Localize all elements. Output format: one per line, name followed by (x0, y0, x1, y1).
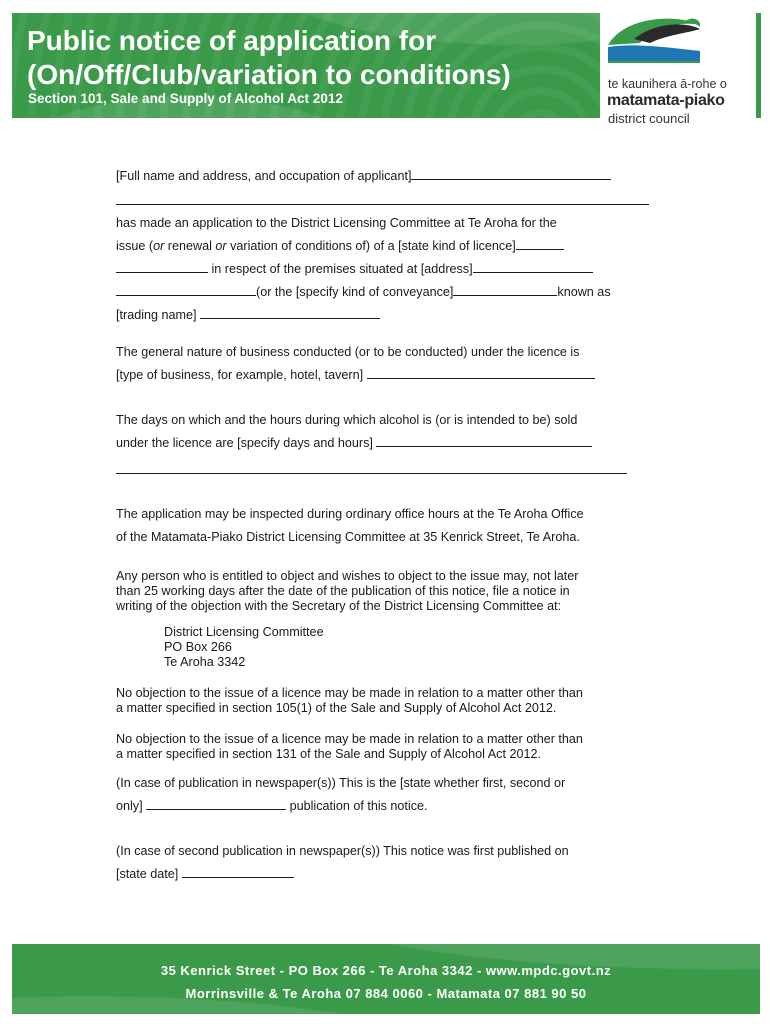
objection-paragraph (116, 569, 651, 614)
premises-label: in respect of the premises situated at [address] (208, 262, 473, 276)
objection-text-3: writing of the objection with the Secretary of the District Licensing Committee at: (116, 599, 562, 613)
applicant-line (116, 165, 651, 188)
inspection-text-1: The application may be inspected during ordinary office hours at the Te Aroha Office (116, 507, 584, 521)
business-nature-text: The general nature of business conducted (or to be conducted) under the licence is (116, 345, 580, 359)
committee-address (164, 625, 651, 670)
application-statement (116, 212, 651, 327)
address-line-1: District Licensing Committee (164, 625, 324, 639)
address-line-2: PO Box 266 (164, 640, 232, 654)
logo-text-maori: te kaunihera ā-rohe o (608, 77, 727, 91)
objection-restriction-105 (116, 686, 651, 716)
publication-text: (In case of publication in newspaper(s)) This is the [state whether first, second or (116, 776, 566, 790)
header-side-rule (756, 13, 761, 118)
business-type-label: [type of business, for example, hotel, tavern] (116, 368, 367, 382)
hours-label: under the licence are [specify days and hours] (116, 436, 377, 450)
inspection-paragraph (116, 503, 651, 549)
trading-name-field[interactable] (200, 306, 380, 319)
or-text: or (215, 239, 227, 253)
logo-text-name: matamata-piako (607, 92, 725, 109)
or-text: or (153, 239, 165, 253)
address-continuation-field[interactable] (116, 283, 256, 296)
hours-paragraph (116, 409, 651, 455)
page-title (27, 24, 587, 92)
publication-only-label: only] (116, 799, 147, 813)
publication-suffix: publication of this notice. (286, 799, 428, 813)
statement-issue-text: issue ( (116, 239, 154, 253)
restriction-105-text-1: No objection to the issue of a licence may be made in relation to a matter other than (116, 686, 583, 700)
first-published-paragraph (116, 840, 651, 886)
publication-paragraph (116, 772, 651, 818)
wave-logo-icon (604, 13, 752, 73)
title-line-1: Public notice of application for (27, 25, 437, 56)
address-line-3: Te Aroha 3342 (164, 655, 246, 669)
hours-text: The days on which and the hours during which alcohol is (or is intended to be) sold (116, 413, 578, 427)
business-nature-paragraph (116, 341, 651, 387)
applicant-label: [Full name and address, and occupation of applicant] (116, 169, 412, 183)
notice-body (116, 165, 651, 886)
statement-variation-text: variation of conditions of) of a [state kind of licence] (226, 239, 516, 253)
statement-renewal-text: renewal (164, 239, 216, 253)
premises-address-field[interactable] (473, 260, 593, 273)
trading-name-label: [trading name] (116, 308, 201, 322)
conveyance-label: (or the [specify kind of conveyance] (256, 285, 454, 299)
applicant-continuation-field[interactable] (116, 190, 649, 205)
first-published-text: (In case of second publication in newspaper(s)) This notice was first published on (116, 844, 569, 858)
logo-text-council: district council (608, 111, 690, 126)
hours-continuation-field[interactable] (116, 459, 627, 474)
business-type-field[interactable] (367, 366, 595, 379)
council-logo (604, 13, 752, 126)
footer-address: 35 Kenrick Street - PO Box 266 - Te Aroha 3342 - www.mpdc.govt.nz (160, 963, 612, 978)
hours-field[interactable] (376, 434, 592, 447)
state-date-label: [state date] (116, 867, 182, 881)
inspection-text-2: of the Matamata-Piako District Licensing Committee at 35 Kenrick Street, Te Aroha. (116, 530, 580, 544)
title-line-2: (On/Off/Club/variation to conditions) (27, 59, 511, 90)
restriction-105-text-2: a matter specified in section 105(1) of the Sale and Supply of Alcohol Act 2012. (116, 701, 557, 715)
restriction-131-text-1: No objection to the issue of a licence may be made in relation to a matter other than (116, 732, 583, 746)
first-published-date-field[interactable] (182, 865, 294, 878)
known-as-label: known as (557, 285, 611, 299)
objection-text-2: than 25 working days after the date of the publication of this notice, file a notice in (116, 584, 570, 598)
objection-restriction-131 (116, 732, 651, 762)
conveyance-field[interactable] (453, 283, 557, 296)
restriction-131-text-2: a matter specified in section 131 of the Sale and Supply of Alcohol Act 2012. (116, 747, 541, 761)
licence-kind-continuation-field[interactable] (116, 260, 208, 273)
page-subtitle: Section 101, Sale and Supply of Alcohol Act 2012 (28, 91, 343, 106)
footer-phones: Morrinsville & Te Aroha 07 884 0060 - Matamata 07 881 90 50 (185, 986, 587, 1001)
licence-kind-field[interactable] (516, 237, 564, 250)
objection-text-1: Any person who is entitled to object and wishes to object to the issue may, not later (116, 569, 579, 583)
footer-band (12, 944, 760, 1014)
statement-text: has made an application to the District Licensing Committee at Te Aroha for the (116, 216, 557, 230)
applicant-name-field[interactable] (411, 167, 611, 180)
publication-order-field[interactable] (146, 797, 286, 810)
